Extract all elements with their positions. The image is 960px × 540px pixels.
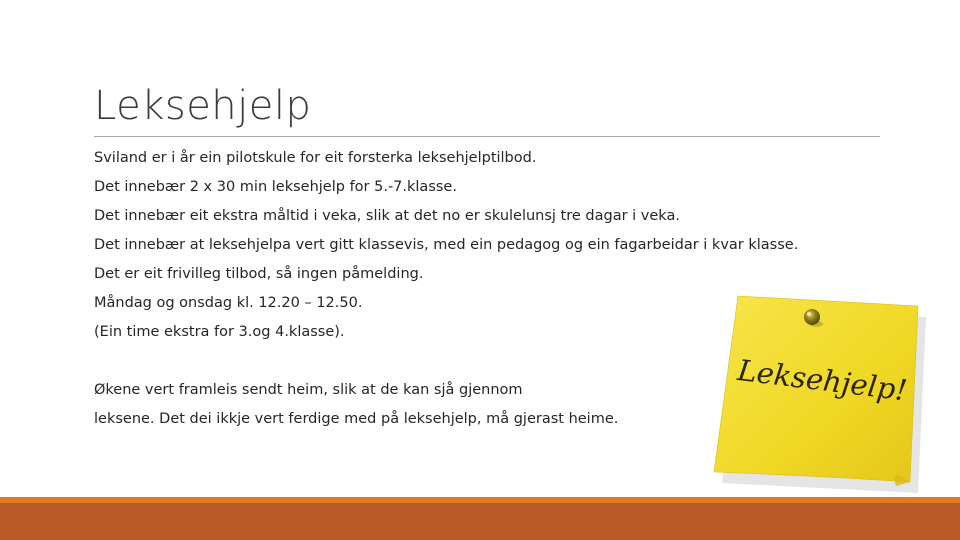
sticky-note-graphic xyxy=(700,290,930,500)
sticky-note-label: Leksehjelp! xyxy=(735,352,910,408)
paragraph-classes: Det innebær at leksehjelpa vert gitt klassevis, med ein pedagog og ein fagarbeidar i kvar klasse. xyxy=(94,237,799,253)
paragraph-voluntary: Det er eit frivilleg tilbod, så ingen påmelding. xyxy=(94,266,424,282)
paragraph-duration: Det innebær 2 x 30 min leksehjelp for 5.-7.klasse. xyxy=(94,179,457,195)
title-divider xyxy=(94,136,880,137)
paragraph-pilot: Sviland er i år ein pilotskule for eit forsterka leksehjelptilbod. xyxy=(94,150,537,166)
footer-band xyxy=(0,503,960,540)
paragraph-meal: Det innebær eit ekstra måltid i veka, slik at det no er skulelunsj tre dagar i veka. xyxy=(94,208,680,224)
paragraph-extra-hour: (Ein time ekstra for 3.og 4.klasse). xyxy=(94,324,345,340)
paragraph-homework: leksene. Det dei ikkje vert ferdige med på leksehjelp, må gjerast heime. xyxy=(94,411,619,427)
slide-title: Leksehjelp xyxy=(94,83,312,129)
paragraph-books: Økene vert framleis sendt heim, slik at de kan sjå gjennom xyxy=(94,382,523,398)
paragraph-schedule: Måndag og onsdag kl. 12.20 – 12.50. xyxy=(94,295,363,311)
sticky-note xyxy=(700,290,930,500)
